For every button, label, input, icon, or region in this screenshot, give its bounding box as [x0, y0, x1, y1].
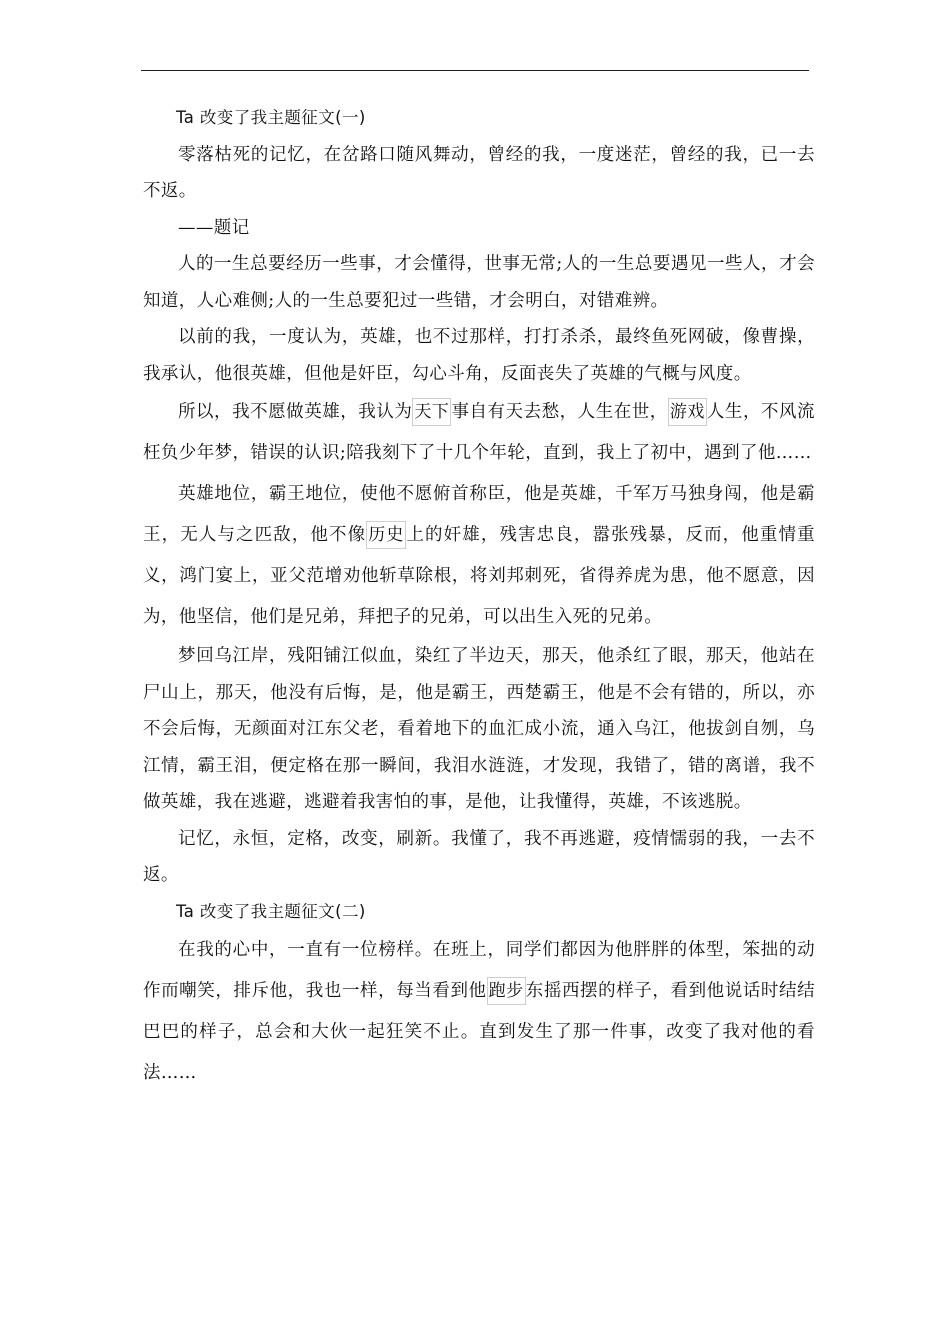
header-rule — [141, 70, 809, 71]
keyword-link-lishi[interactable]: 历史 — [366, 521, 406, 549]
paragraph-not-a-hero — [143, 392, 815, 474]
paragraph-role-model — [143, 930, 815, 1094]
essay-title-two: Ta 改变了我主题征文(二) — [176, 901, 366, 921]
text-run: 人生，不风流枉负少年梦，错误的认识;陪我刻下了十几个年轮，直到，我上了初中，遇到了他…… — [143, 402, 815, 463]
paragraph-epigraph-note: ——题记 — [178, 217, 250, 238]
text-run: 在我的心中，一直有一位榜样。在班上，同学们都因为他胖胖的体型，笨拙的动作而嘲笑，排斥他，我也一样，每当看到他 — [143, 940, 815, 1001]
paragraph-memory: 记忆，永恒，定格，改变，刷新。我懂了，我不再逃避，疫情懦弱的我，一去不返。 — [143, 828, 815, 885]
text-run: 英雄地位，霸王地位，使他不愿俯首称臣，他是英雄，千军万马独身闯，他是霸王，无人与之匹敌，他不像 — [143, 484, 815, 545]
essay-title-one: Ta 改变了我主题征文(一) — [176, 108, 366, 127]
text-run: 所以，我不愿做英雄，我认为 — [178, 402, 413, 422]
text-run: 东摇西摆的样子，看到他说话时结结巴巴的样子，总会和大伙一起狂笑不止。直到发生了那一件事，改变了我对他的看法…… — [143, 981, 815, 1083]
paragraph-life-lessons: 人的一生总要经历一些事，才会懂得，世事无常;人的一生总要遇见一些人，才会知道，人心难侧;人的一生总要犯过一些错，才会明白，对错难辨。 — [143, 254, 815, 311]
paragraph-wujiang: 梦回乌江岸，残阳铺江似血，染红了半边天，那天，他杀红了眼，那天，他站在尸山上，那天，他没有后悔，是，他是霸王，西楚霸王，他是不会有错的，所以，亦不会后悔，无颜面对江东父老，看着地下的血汇成小流，通入乌江，他拔剑自刎，乌江情，霸王泪，便定格在那一瞬间，我泪水涟涟，才发现，我错了，错的离谱，我不做英雄，我在逃避，逃避着我害怕的事，是他，让我懂得，英雄，不该逃脱。 — [143, 646, 815, 812]
document-body — [143, 100, 815, 1094]
keyword-link-youxi[interactable]: 游戏 — [668, 398, 707, 426]
keyword-link-paobu[interactable]: 跑步 — [487, 977, 526, 1005]
text-run: 事自有天去愁，人生在世， — [451, 402, 668, 422]
paragraph-opening: 零落枯死的记忆，在岔路口随风舞动，曾经的我，一度迷茫，曾经的我，已一去不返。 — [143, 144, 815, 201]
paragraph-overlord — [143, 474, 815, 638]
text-run: 上的奸雄，残害忠良，嚣张残暴，反而，他重情重义，鸿门宴上，亚父范增劝他斩草除根，将刘邦刺死，省得养虎为患，他不愿意，因为，他坚信，他们是兄弟，拜把子的兄弟，可以出生入死的兄弟。 — [143, 525, 815, 627]
keyword-link-tianxia[interactable]: 天下 — [412, 398, 451, 426]
paragraph-cao-cao: 以前的我，一度认为，英雄，也不过那样，打打杀杀，最终鱼死网破，像曹操，我承认，他很英雄，但他是奸臣，勾心斗角，反面丧失了英雄的气概与风度。 — [143, 327, 815, 384]
